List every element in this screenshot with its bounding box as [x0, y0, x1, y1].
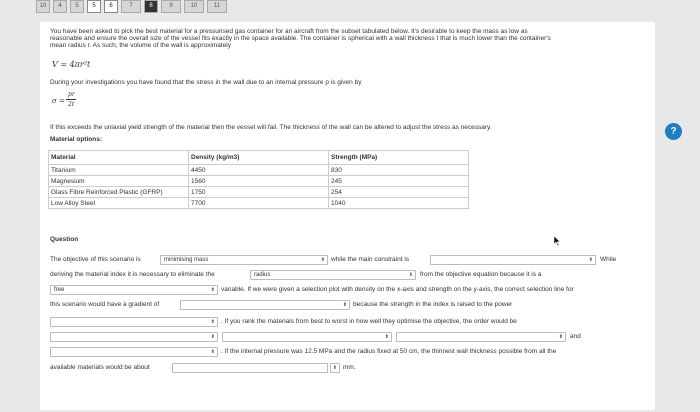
page-tab[interactable]: 5 [70, 0, 84, 13]
select-arrow-icon: ⬍ [558, 334, 563, 340]
table-cell: 7700 [189, 198, 329, 209]
page-tab[interactable]: 7 [121, 0, 141, 13]
wall-thickness-input[interactable] [172, 363, 328, 373]
eliminate-select-value: radius [254, 272, 271, 278]
page-tab-current[interactable]: 8 [144, 0, 158, 13]
intro-line-2: reasonable and ensure the overall size of the vessel fits exactly in the space available. The container is spherical with a wall thickness t that is much lower than the container's [50, 35, 551, 42]
table-row [49, 165, 469, 176]
q2-text-post: from the objective equation because it is a [420, 271, 542, 278]
page-tab[interactable]: 5 [87, 0, 101, 13]
q4-text-pre: this scenario would have a gradient of [50, 301, 160, 308]
page-tab[interactable]: 9 [161, 0, 181, 13]
q8-text-pre: available materials would be about [50, 364, 150, 371]
page-tab[interactable]: 4 [53, 0, 67, 13]
column-header: Material [49, 151, 189, 165]
column-header: Strength (MPa) [329, 151, 469, 165]
table-cell: 830 [329, 165, 469, 176]
table-cell: Low Alloy Steel [49, 198, 189, 209]
table-cell: 245 [329, 176, 469, 187]
select-arrow-icon: ⬍ [210, 334, 215, 340]
select-arrow-icon: ⬍ [320, 257, 325, 263]
intro-line-4: During your investigations you have found that the stress in the wall due to an internal pressure p is given by [50, 79, 362, 86]
wall-thickness-select[interactable] [330, 363, 340, 373]
q4-text-post: because the strength in the index is raised to the power [353, 301, 513, 308]
objective-select[interactable] [160, 255, 328, 265]
eliminate-select[interactable] [250, 270, 416, 280]
q2-text-pre: deriving the material index it is necessary to eliminate the [50, 271, 215, 278]
q3-text-post: variable. If we were given a selection plot with density on the x-axis and strength on the y-axis, the correct selection line for [221, 286, 574, 293]
intro-line-1: You have been asked to pick the best material for a pressurised gas container for an aircraft from the subset tabulated below. It's desirable to keep the mass as low as [50, 28, 528, 35]
select-arrow-icon: ⬍ [342, 302, 347, 308]
table-cell: 254 [329, 187, 469, 198]
q1-text-post: While [600, 256, 617, 263]
select-arrow-icon: ⬍ [210, 349, 215, 355]
select-arrow-icon: ⬍ [210, 287, 215, 293]
page-tab[interactable]: 10 [184, 0, 204, 13]
rank-3-select[interactable] [396, 332, 566, 342]
table-header-row [49, 151, 469, 165]
gradient-select[interactable] [180, 300, 350, 310]
variable-type-select[interactable] [50, 285, 218, 295]
table-cell: Titanium [49, 165, 189, 176]
select-arrow-icon: ⬍ [210, 319, 215, 325]
q7-text-post: . If the internal pressure was 12.5 MPa and the radius fixed at 50 cm, the thinnest wall thickness possible from all the [221, 348, 557, 355]
table-row [49, 176, 469, 187]
table-cell: 1040 [329, 198, 469, 209]
select-arrow-icon: ⬍ [332, 365, 337, 371]
table-cell: 4450 [189, 165, 329, 176]
material-options-heading: Material options: [50, 136, 103, 143]
q1-text-mid: while the main constraint is [331, 256, 410, 263]
rank-4-select[interactable] [50, 347, 218, 357]
rank-2-select[interactable] [222, 332, 392, 342]
stress-formula-lhs: σ = [52, 97, 65, 105]
stress-formula-denominator: 2t [68, 101, 75, 108]
power-select[interactable] [50, 317, 218, 327]
column-header: Density (kg/m3) [189, 151, 329, 165]
q1-text-pre: The objective of this scenario is [50, 256, 141, 263]
page-tab[interactable]: 10 [36, 0, 50, 13]
select-arrow-icon: ⬍ [408, 272, 413, 278]
q5-text-post: . If you rank the materials from best to worst in how well they optimise the objective, the order would be [221, 318, 517, 325]
select-arrow-icon: ⬍ [384, 334, 389, 340]
intro-line-5: If this exceeds the uniaxial yield strength of the material then the vessel will fail. The thickness of the wall can be altered to adjust the stress as necessary. [50, 124, 492, 131]
stress-formula-numerator: pr [68, 91, 75, 98]
table-row [49, 187, 469, 198]
table-cell: 1750 [189, 187, 329, 198]
objective-select-value: minimising mass [164, 257, 209, 263]
variable-type-select-value: free [54, 287, 65, 293]
mouse-cursor-icon [553, 236, 561, 246]
question-heading: Question [50, 236, 79, 243]
table-cell: 1560 [189, 176, 329, 187]
question-pager [36, 0, 227, 14]
table-cell: Glass Fibre Reinforced Plastic (GFRP) [49, 187, 189, 198]
intro-line-3: mean radius r. As such, the volume of the wall is approximately [50, 42, 232, 49]
fraction-bar [66, 99, 76, 100]
rank-1-select[interactable] [50, 332, 218, 342]
select-arrow-icon: ⬍ [588, 257, 593, 263]
constraint-select[interactable] [430, 255, 596, 265]
help-button[interactable]: ? [665, 123, 682, 140]
table-row [49, 198, 469, 209]
materials-table [48, 150, 469, 209]
q6-text-and: and [570, 333, 581, 340]
page-tab[interactable]: 11 [207, 0, 227, 13]
volume-formula: V = 4πr²t [52, 60, 91, 69]
q8-unit: mm. [343, 364, 356, 371]
table-cell: Magnesium [49, 176, 189, 187]
page-tab[interactable]: 6 [104, 0, 118, 13]
